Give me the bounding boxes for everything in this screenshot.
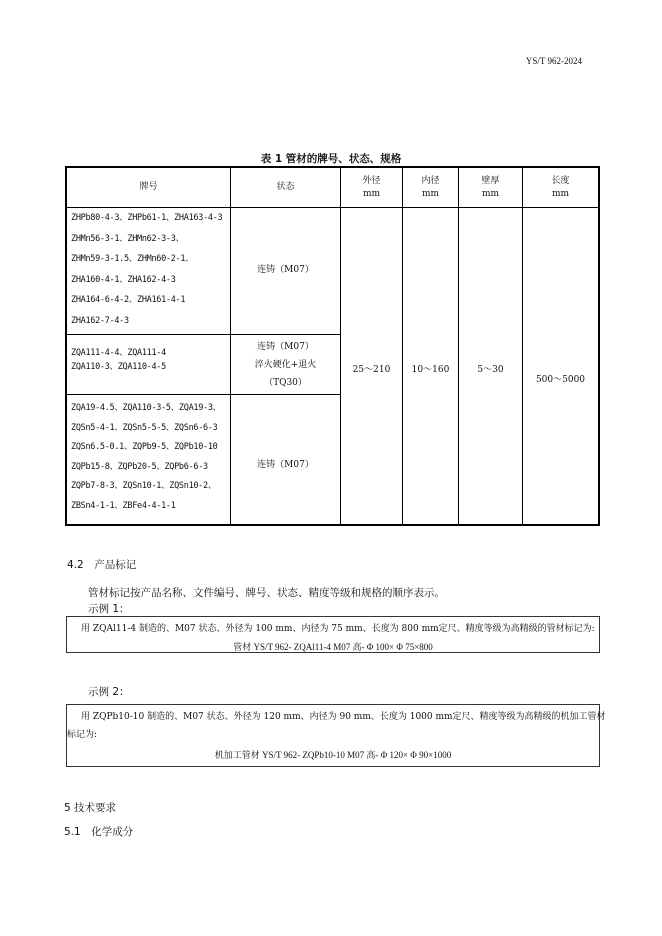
header-wall: 壁厚 mm	[481, 176, 500, 199]
group2-grades: ZQA111-4-4、ZQA111-4 ZQA110-3、ZQA110-4-5	[71, 348, 166, 372]
section-5-title: 5 技术要求	[64, 802, 117, 814]
standard-number: YS/T 962-2024	[525, 56, 582, 66]
section-4-2-title: 4.2 产品标记	[67, 559, 137, 571]
example-2-marking: 机加工管材 YS/T 962- ZQPb10-10 M07 高- Φ 120× Φ 90×1000	[214, 750, 452, 760]
example-1-box	[66, 616, 600, 653]
table-caption: 表 1 管材的牌号、状态、规格	[260, 153, 402, 165]
id-range: 10～160	[411, 365, 450, 375]
example-2-box	[66, 704, 606, 767]
example-2-text-cont: 标记为:	[67, 730, 98, 740]
group3-grades: ZQA19-4.5、ZQA110-3-5、ZQA19-3、 ZQSn5-4-1、ZQSn5-5-5、ZQSn6-6-3 ZQSn6.5-0.1、ZQPb9-5、ZQPb10-10 ZQPb15-8、ZQPb20-5、ZQPb6-6-3 ZQPb7-8-3、ZQSn10-1、ZQSn10-2、 ZBSn4-1-1、ZBFe4-4-1-1	[71, 403, 221, 511]
header-grade: 牌号	[139, 182, 158, 192]
example-1-text: 用 ZQAl11-4 制造的、M07 状态、外径为 100 mm、内径为 75 mm、长度为 800 mm定尺、精度等级为高精级的管材标记为:	[81, 624, 595, 634]
marking-intro: 管材标记按产品名称、文件编号、牌号、状态、精度等级和规格的顺序表示。	[88, 587, 445, 599]
example-1-label: 示例 1：	[88, 603, 130, 615]
grade-spec-table	[65, 166, 600, 526]
od-range: 25～210	[352, 365, 391, 375]
example-1-marking: 管材 YS/T 962- ZQAl11-4 M07 高- Φ 100× Φ 75×800	[233, 642, 433, 652]
header-length: 长度 mm	[551, 176, 570, 199]
wall-range: 5～30	[477, 365, 504, 375]
example-2-text: 用 ZQPb10-10 制造的、M07 状态、外径为 120 mm、内径为 90 mm、长度为 1000 mm定尺、精度等级为高精级的机加工管材	[81, 712, 606, 722]
group2-state: 连铸（M07） 淬火硬化+退火 （TQ30）	[254, 342, 317, 388]
header-od: 外径 mm	[362, 176, 381, 199]
length-range: 500～5000	[535, 375, 586, 385]
example-2-label: 示例 2：	[88, 686, 130, 698]
group1-grades: ZHPb80-4-3、ZHPb61-1、ZHA163-4-3 ZHMn56-3-1、ZHMn62-3-3、 ZHMn59-3-1.5、ZHMn60-2-1、 ZHA160-4-1、ZHA162-4-3 ZHA164-6-4-2、ZHA161-4-1 ZHA162-7-4-3	[71, 213, 223, 326]
section-5-1-title: 5.1 化学成分	[64, 826, 134, 838]
header-state: 状态	[276, 182, 295, 192]
group1-state: 连铸（M07）	[257, 265, 314, 275]
group3-state: 连铸（M07）	[257, 460, 314, 470]
header-id: 内径 mm	[421, 176, 440, 199]
